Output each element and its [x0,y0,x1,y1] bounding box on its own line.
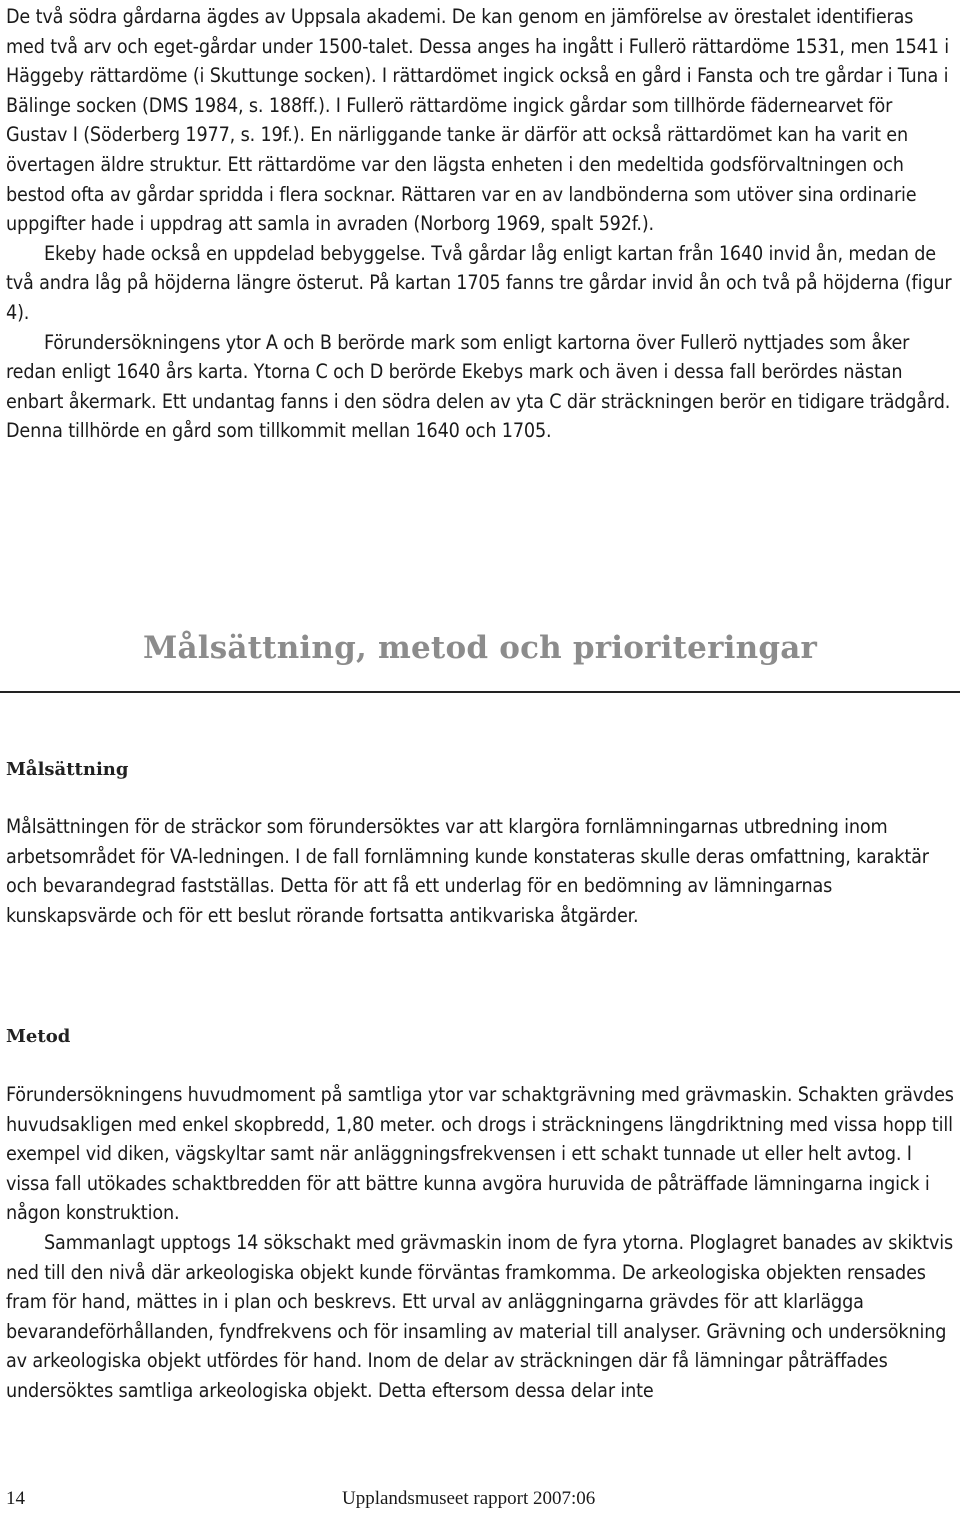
malsattning-section [0,812,960,930]
section-title: Målsättning, metod och prioriteringar [142,630,818,666]
paragraph-metod-2: Sammanlagt upptogs 14 sökschakt med grävmaskin inom de fyra ytorna. Ploglagret banades av skiktvis ned till den nivå där arkeologiska objekt kunde förväntas framkomma. De arkeologiska objekten rensades fram för hand, mättes in i plan och beskrevs. Ett urval av anläggningarna grävdes för att klarlägga bevarandeförhållanden, fyndfrekvens och för insamling av material till analyser. Grävning och undersökning av arkeologiska objekt utfördes för hand. Inom de delar av sträckningen där få lämningar påträffades undersöktes samtliga arkeologiska objekt. Detta eftersom dessa delar inte [6,1230,954,1402]
section-divider [0,691,960,693]
paragraph-ekeby: Ekeby hade också en uppdelad bebyggelse. Två gårdar låg enligt kartan från 1640 invid ån, medan de två andra låg på höjderna längre österut. På kartan 1705 fanns tre gårdar invid ån och två på höjderna (figur 4). [6,241,952,324]
metod-section [0,1080,960,1406]
report-title: Upplandsmuseet rapport 2007:06 [342,1488,596,1509]
paragraph-fullero-history: De två södra gårdarna ägdes av Uppsala akademi. De kan genom en jämförelse av örestalet identifieras med två arv och eget-gårdar under 1500-talet. Dessa anges ha ingått i Fullerö rättardöme 1531, men 1541 i Häggeby rättardöme (i Skuttunge socken). I rättardömet ingick också en gård i Fansta och tre gårdar i Tuna i Bälinge socken (DMS 1984, s. 188ff.). I Fullerö rättardöme ingick gårdar som tillhörde fädernearvet för Gustav I (Söderberg 1977, s. 19f.). En närliggande tanke är därför att också rättardömet kan ha varit en övertagen äldre struktur. Ett rättardöme var den lägsta enheten i den medeltida godsförvaltningen och bestod ofta av gårdar spridda i flera socknar. Rättaren var en av landbönderna som utöver sina ordinarie uppgifter hade i uppdrag att samla in avraden (Norborg 1969, spalt 592f.). [6,5,949,236]
heading-metod: Metod [6,1026,71,1047]
paragraph-metod-1: Förundersökningens huvudmoment på samtliga ytor var schaktgrävning med grävmaskin. Schakten grävdes huvudsakligen med enkel skopbredd, 1,80 meter. och drogs i sträckningens längdriktning med vissa hopp till exempel vid diken, vägskyltar samt när anläggningsfrekvensen i ett schakt tunnade ut eller helt avtog. I vissa fall utökades schaktbredden för att bättre kunna avgöra huruvida de påträffade lämningarna ingick i någon konstruktion. [6,1083,954,1225]
heading-malsattning: Målsättning [6,759,129,780]
intro-section [0,2,960,446]
paragraph-malsattning: Målsättningen för de sträckor som förundersöktes var att klargöra fornlämningarnas utbredning inom arbetsområdet för VA-ledningen. I de fall fornlämning kunde konstateras skulle deras omfattning, karaktär och bevarandegrad fastställas. Detta för att få ett underlag för en bedömning av lämningarnas kunskapsvärde och för ett beslut rörande fortsatta antikvariska åtgärder. [6,815,929,927]
paragraph-ytor: Förundersökningens ytor A och B berörde mark som enligt kartorna över Fullerö nyttjades som åker redan enligt 1640 års karta. Ytorna C och D berörde Ekebys mark och även i dessa fall berördes nästan enbart åkermark. Ett undantag fanns i den södra delen av yta C där sträckningen berör en tidigare trädgård. Denna tillhörde en gård som tillkommit mellan 1640 och 1705. [6,330,951,443]
page-number: 14 [6,1488,25,1509]
